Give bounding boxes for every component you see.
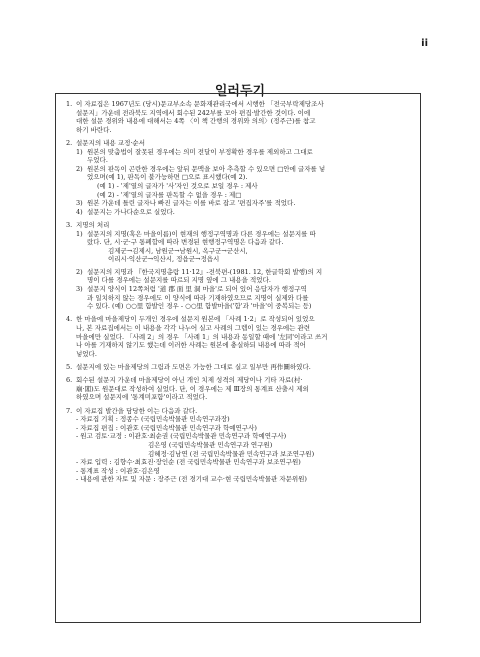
text-line: 廟·閣)도 원문대로 작성하여 실었다. 단, 이 경우에는 제 Ⅲ장의 통계표 산출시 제외 xyxy=(76,384,309,393)
section-text xyxy=(76,100,410,134)
credit-person: 이관호 (국립민속박물관 민속연구과 학예연구사) xyxy=(120,423,257,432)
text-line: 원본의 판독이 곤란한 경우에는 앞뒤 문맥을 보아 추측할 수 있으면 □안에 글자를 넣 xyxy=(87,164,326,173)
text-line: 지명의 처리 xyxy=(76,220,110,229)
text-line: 대한 설문 경위와 내용에 대해서는 4쪽 〈이 책 간행의 경위와 의의〉(정주근)를 참고 xyxy=(76,117,316,126)
text-line: 하였으며 설문지에 '통계미포함'이라고 적었다. xyxy=(76,393,208,402)
credit-row xyxy=(76,458,410,467)
section-text xyxy=(76,407,410,416)
section-text xyxy=(76,376,410,402)
credit-row xyxy=(76,441,410,450)
text-line: 나, 본 자료집에서는 이 내용을 각각 나누어 실고 사례의 그렙이 있는 경우에는 관련 xyxy=(76,324,311,333)
text-line: 김제군→김제시, 남원군→남원시, 옥구군→군산시, xyxy=(108,246,248,255)
text-line: 원본 가운데 틀린 글자나 빠진 글자는 이를 바로 잡고 '편집자주'를 적었다. xyxy=(87,199,296,208)
text-line: 마을에만 실었다. 「사례 2」의 경우 「사례 1」의 내용과 동일할 때에 '左同'이라고 쓰거 xyxy=(76,332,328,341)
example-block xyxy=(76,182,410,199)
text-line: (예 2) - '제'열의 글자를 판독할 수 없을 경우 : 제□ xyxy=(97,190,242,199)
list-item xyxy=(76,148,410,165)
credit-role: - 통계표 작성 : xyxy=(76,466,121,475)
item-text xyxy=(87,285,410,311)
text-line: 설문지의 지명(혹은 마을이름)이 현재의 행정구역명과 다른 경우에는 설문지를 따 xyxy=(87,229,316,238)
item-number: 1) xyxy=(76,229,83,238)
section-6 xyxy=(66,376,410,402)
text-line: 이 자료집은 1967년도 (당시)문교부소속 문화재관리국에서 시행한 「전국부락제당조사 xyxy=(76,100,324,108)
page-number: ii xyxy=(421,38,428,49)
list-item xyxy=(76,268,410,285)
text-line: 과 일치하지 않는 경우에도 이 양식에 따라 기재하였으므로 지명이 실제와 다를 xyxy=(87,293,309,302)
text-line: (예 1) - '제'열의 글자가 '사'자인 것으로 보일 경우 : 제사 xyxy=(97,181,258,190)
list-item xyxy=(76,285,410,311)
credit-person: 김혜정·김남연 (전 국립민속박물관 민속연구과 보조연구원) xyxy=(148,449,315,458)
credit-person: 이관호·최순권 (국립민속박물관 민속연구과 학예연구사) xyxy=(128,432,287,441)
item-number: 2) xyxy=(76,267,83,276)
credit-person: 장주근 (전 경기대 교수·현 국립민속박물관 자문위원) xyxy=(157,475,307,484)
text-line: 랐다. 단, 시·군·구 통폐합에 따라 변경된 현행정구역명은 다음과 같다. xyxy=(87,238,284,247)
item-number: 1) xyxy=(76,147,83,156)
credit-person: 김향수·최효진·장인순 (전 국립민속박물관 민속연구과 보조연구원) xyxy=(113,458,301,467)
section-heading xyxy=(66,100,410,134)
text-line: 나 아를 기재하지 않기도 했는데 이러한 사례는 원본에 충실하되 내용에 따라 적어 xyxy=(76,341,306,350)
section-heading xyxy=(66,376,410,402)
item-text xyxy=(87,208,410,217)
section-number: 3. xyxy=(66,220,73,229)
text-line: 설문지는 가나다순으로 실었다. xyxy=(87,207,175,216)
notes-box xyxy=(55,93,421,623)
text-line: 설문지」가운데 전라북도 지역에서 회수된 242부를 모아 편집·발간한 것이다. 이에 xyxy=(76,108,311,117)
credit-role xyxy=(76,450,148,459)
text-line: 설문지에 있는 마을제당의 그림과 도면은 가능한 그대로 실고 일부만 再作圖하였다. xyxy=(76,363,311,371)
credits xyxy=(66,415,410,484)
credit-row xyxy=(76,415,410,424)
section-number: 1. xyxy=(66,100,73,108)
section-text xyxy=(76,363,410,372)
credit-role: - 자료집 기획 : xyxy=(76,415,121,424)
text-line: 한 마을에 마을제당이 두개인 경우에 설문지 원본에 「사례 1·2」로 작성되어 있었으 xyxy=(76,315,315,324)
list-item xyxy=(76,208,410,217)
credit-role: - 내용에 관한 자토 및 자문 : xyxy=(76,475,158,484)
item-number: 4) xyxy=(76,207,83,216)
list-item xyxy=(76,230,410,247)
section-heading xyxy=(66,315,410,358)
text-line: 었으며(예 1), 판독이 불가능하면 □으로 표시했다(예 2). xyxy=(87,173,248,182)
credit-row xyxy=(76,432,410,441)
section-text xyxy=(76,139,410,148)
section-heading xyxy=(66,407,410,416)
credit-person: 이관호·김은영 xyxy=(120,466,160,475)
section-number: 6. xyxy=(66,376,73,385)
credit-person: 정종수 (국립민속박물관 민속연구과장) xyxy=(120,415,230,424)
section-number: 4. xyxy=(66,315,73,324)
credit-role: - 원고 검토·교정 : xyxy=(76,432,129,441)
page-title: 일러두기 xyxy=(214,84,266,99)
item-text xyxy=(87,230,410,247)
credit-role: - 자료 입력 : xyxy=(76,458,114,467)
credit-row xyxy=(76,475,410,484)
section-4 xyxy=(66,315,410,358)
credit-person: 김은영 (국립민속박물관 민속연구과 연구원) xyxy=(148,440,273,449)
section-heading xyxy=(66,221,410,230)
section-1 xyxy=(66,100,410,134)
item-number: 2) xyxy=(76,164,83,173)
section-5 xyxy=(66,363,410,372)
text-line: 하기 바란다. xyxy=(76,125,112,134)
section-2 xyxy=(66,139,410,216)
section-heading xyxy=(66,139,410,148)
section-items xyxy=(66,230,410,311)
item-text xyxy=(87,165,410,182)
text-line: 명이 다를 경우에는 설문지를 따르되 지명 옆에 그 내용을 적었다. xyxy=(87,276,271,285)
text-line: 설문지 양식이 12쪽처럼 '道 郡 面 里 洞 마을'로 되어 있어 응답자가 행정구역 xyxy=(87,285,307,294)
text-line: 원본의 맞춤법이 잘못된 경우에는 의미 전달이 부정확한 경우를 제외하고 그대로 xyxy=(87,147,313,156)
section-text xyxy=(76,221,410,230)
item-text xyxy=(87,199,410,208)
credit-role xyxy=(76,441,148,450)
section-number: 2. xyxy=(66,138,73,147)
section-items xyxy=(66,148,410,217)
text-line: 두었다. xyxy=(87,156,108,165)
section-heading xyxy=(66,363,410,372)
credit-row xyxy=(76,450,410,459)
text-line: 설문지의 지명과 『한국지명총람 11·12』-전북편-(1981. 12, 한글학회 발행)의 지 xyxy=(87,267,323,276)
section-text xyxy=(76,315,410,358)
item-number: 3) xyxy=(76,285,83,294)
text-line: 수 있다. (예) ○○里 함발인 경우 - ○○里 함발마을('함'과 '마을'이 중복되는 등) xyxy=(87,302,312,311)
item-number: 3) xyxy=(76,199,83,208)
section-number: 5. xyxy=(66,363,73,371)
section-7 xyxy=(66,407,410,484)
text-line: 넣었다. xyxy=(76,349,97,358)
credit-role: - 자료집 편집 : xyxy=(76,423,121,432)
text-line: 설문지의 내용 교정·순서 xyxy=(76,138,145,147)
section-number: 7. xyxy=(66,406,73,415)
text-line: 이리시·익산군→익산시, 정읍군→정읍시 xyxy=(108,255,220,264)
example-block xyxy=(76,247,410,264)
list-item xyxy=(76,199,410,208)
item-text xyxy=(87,148,410,165)
text-line: 회수된 설문지 가운데 마을제당이 아닌 개인 치제 성격의 제당이나 기타 자료(村· xyxy=(76,376,303,385)
text-line: 이 자료집 발간을 담당한 이는 다음과 같다. xyxy=(76,406,198,415)
list-item xyxy=(76,165,410,182)
section-3 xyxy=(66,221,410,311)
item-text xyxy=(87,268,410,285)
